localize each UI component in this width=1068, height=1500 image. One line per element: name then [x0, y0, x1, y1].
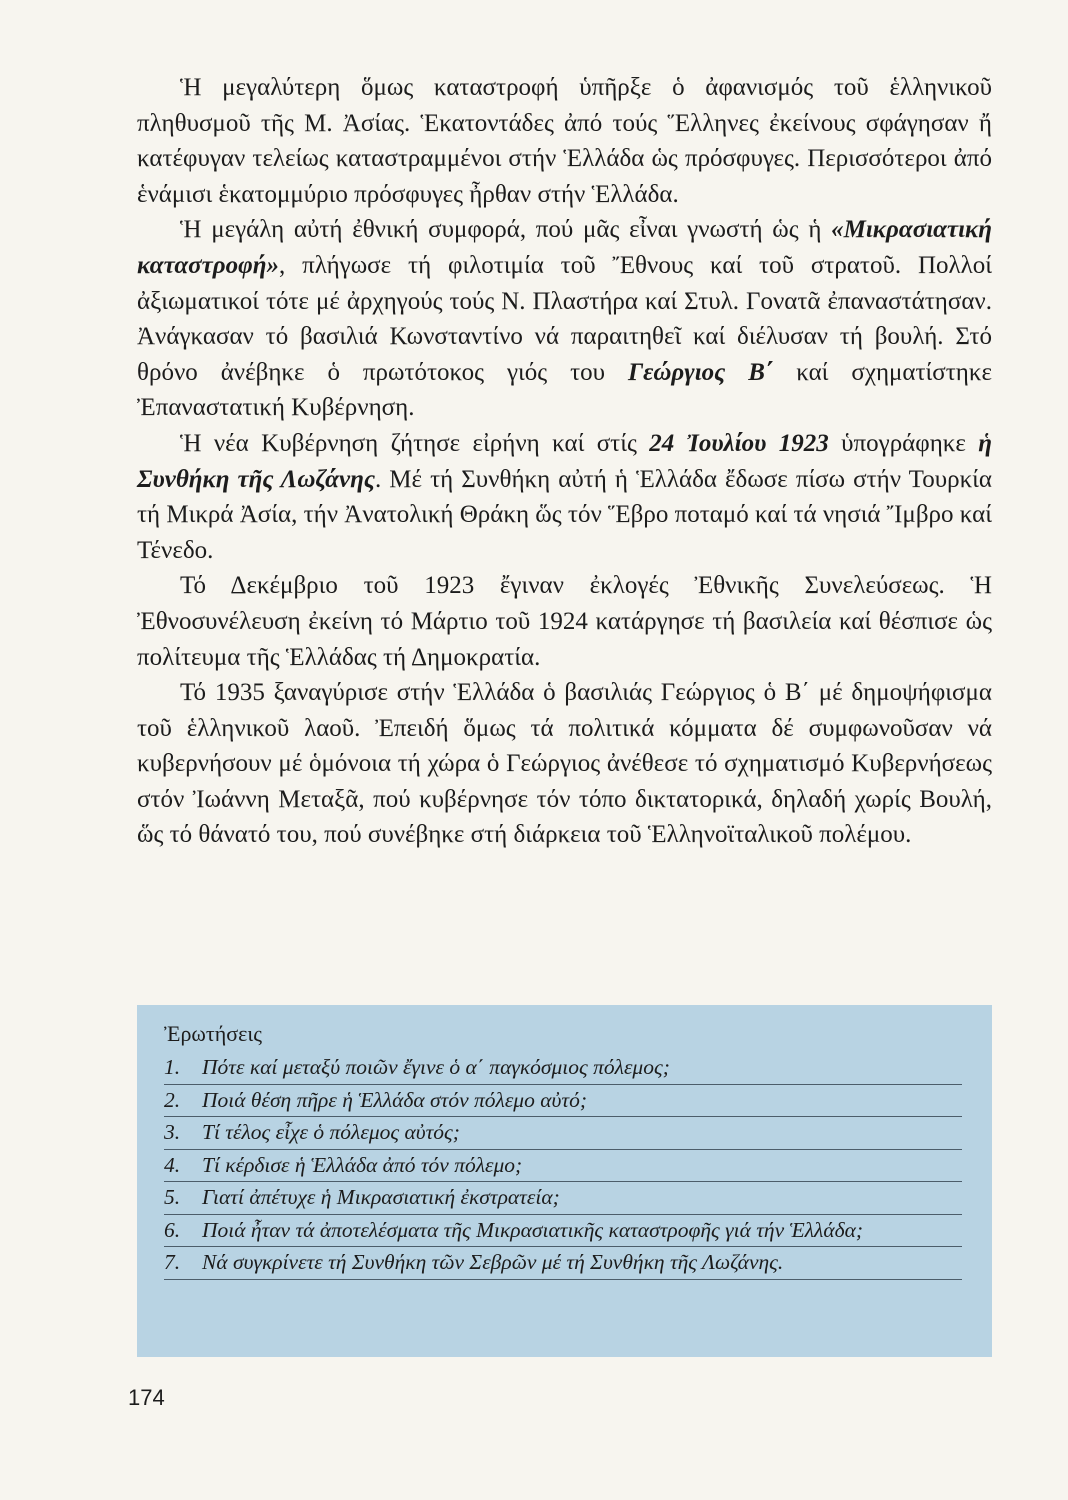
question-item: [164, 1150, 962, 1183]
text-segment: , πλήγωσε τή φιλοτιμία τοῦ Ἔθνους καί τοῦ στρατοῦ. Πολλοί ἀξιωματικοί τότε μέ ἀρχηγούς τούς Ν. Πλαστήρα καί Στυλ. Γονατᾶ ἐπαναστάτησαν. Ἀνάγκασαν τό βασιλιά Κωνσταντίνο νά παραιτηθεῖ καί διέλυσαν τή βουλή. Στό θρόνο ἀνέβηκε ὁ πρωτότοκος γιός του: [137, 251, 992, 386]
question-text: Ποιά ἦταν τά ἀποτελέσματα τῆς Μικρασιατικῆς καταστροφῆς γιά τήν Ἑλλάδα;: [202, 1217, 864, 1242]
questions-box: [137, 1005, 992, 1357]
question-text: Γιατί ἀπέτυχε ἡ Μικρασιατική ἐκστρατεία;: [202, 1185, 560, 1209]
question-text: Ποιά θέση πῆρε ἡ Ἑλλάδα στόν πόλεμο αὐτό;: [202, 1087, 587, 1112]
question-item: [164, 1085, 962, 1118]
text-segment: Τό Δεκέμβριο τοῦ 1923 ἔγιναν ἐκλογές Ἐθνικῆς Συνελεύσεως. Ἡ Ἐθνοσυνέλευση ἐκείνη τό Μάρτιο τοῦ 1924 κατάργησε τή βασιλεία καί θέσπισε ὡς πολίτευμα τῆς Ἑλλάδας τή Δημοκρατία.: [137, 572, 992, 671]
question-item: [164, 1052, 962, 1085]
emphasis-term: Γεώργιος Β΄: [627, 358, 774, 386]
text-segment: Ἡ μεγάλη αὐτή ἐθνική συμφορά, πού μᾶς εἶναι γνωστή ὡς ἡ: [180, 216, 832, 244]
question-number: 1.: [164, 1055, 181, 1079]
text-segment: Τό 1935 ξαναγύρισε στήν Ἑλλάδα ὁ βασιλιάς Γεώργιος ὁ Β΄ μέ δημοψήφισμα τοῦ ἑλληνικοῦ λαοῦ. Ἐπειδή ὅμως τά πολιτικά κόμματα δέ συμφωνοῦσαν νά κυβερνήσουν μέ ὁμόνοια τή χώρα ὁ Γεώργιος ἀνέθεσε τό σχηματισμό Κυβερνήσεως στόν Ἰωάννη Μεταξᾶ, πού κυβέρνησε τόν τόπο δικτατορικά, δηλαδή χωρίς Βουλή, ὥς τό θάνατό του, πού συνέβηκε στή διάρκεια τοῦ Ἑλληνοϊταλικοῦ πολέμου.: [137, 679, 992, 849]
question-number: 2.: [164, 1087, 181, 1112]
text-segment: . Μέ τή Συνθήκη αὐτή ἡ Ἑλλάδα ἔδωσε πίσω στήν Τουρκία τή Μικρά Ἀσία, τήν Ἀνατολική Θράκη ὥς τόν Ἕβρο ποταμό καί τά νησιά Ἴμβρο καί Τένεδο.: [137, 465, 992, 564]
question-text: Νά συγκρίνετε τή Συνθήκη τῶν Σεβρῶν μέ τή Συνθήκη τῆς Λωζάνης.: [202, 1250, 784, 1274]
emphasis-term: ἡ Συνθήκη τῆς Λωζάνης: [137, 429, 992, 493]
question-item: [164, 1117, 962, 1150]
paragraph-2: [137, 212, 992, 426]
question-item: [164, 1215, 962, 1248]
question-item: [164, 1182, 962, 1215]
emphasis-term: 24 Ἰουλίου 1923: [649, 429, 829, 457]
question-number: 6.: [164, 1217, 181, 1242]
questions-title: Ἐρωτήσεις: [164, 1021, 262, 1046]
question-text: Τί τέλος εἶχε ὁ πόλεμος αὐτός;: [202, 1120, 460, 1144]
page-number: 174: [128, 1385, 165, 1410]
question-number: 5.: [164, 1185, 181, 1209]
text-segment: Ἡ νέα Κυβέρνηση ζήτησε εἰρήνη καί στίς: [180, 429, 650, 457]
question-text: Πότε καί μεταξύ ποιῶν ἔγινε ὁ α΄ παγκόσμιος πόλεμος;: [202, 1055, 670, 1079]
question-item: [164, 1247, 962, 1280]
paragraph-4: [137, 568, 992, 675]
text-segment: καί σχηματίστηκε Ἐπαναστατική Κυβέρνηση.: [137, 358, 992, 422]
emphasis-term: «Μικρασιατική καταστροφή»: [137, 216, 992, 279]
main-text: [137, 70, 992, 853]
paragraph-3: [137, 426, 992, 568]
paragraph-5: [137, 675, 992, 853]
questions-list: [164, 1052, 962, 1280]
question-number: 7.: [164, 1250, 181, 1274]
question-number: 4.: [164, 1152, 181, 1177]
question-text: Τί κέρδισε ἡ Ἑλλάδα ἀπό τόν πόλεμο;: [202, 1152, 523, 1177]
text-segment: Ἡ μεγαλύτερη ὅμως καταστροφή ὑπῆρξε ὁ ἀφανισμός τοῦ ἑλληνικοῦ πληθυσμοῦ τῆς Μ. Ἀσίας. Ἑκατοντάδες ἀπό τούς Ἕλληνες ἐκείνους σφάγησαν ἤ κατέφυγαν τελείως καταστραμμένοι στήν Ἑλλάδα ὡς πρόσφυγες. Περισσότεροι ἀπό ἑνάμισι ἑκατομμύριο πρόσφυγες ἦρθαν στήν Ἑλλάδα.: [137, 74, 992, 208]
text-segment: ὑπογράφηκε: [828, 429, 979, 457]
question-number: 3.: [164, 1120, 181, 1144]
paragraph-1: [137, 70, 992, 212]
